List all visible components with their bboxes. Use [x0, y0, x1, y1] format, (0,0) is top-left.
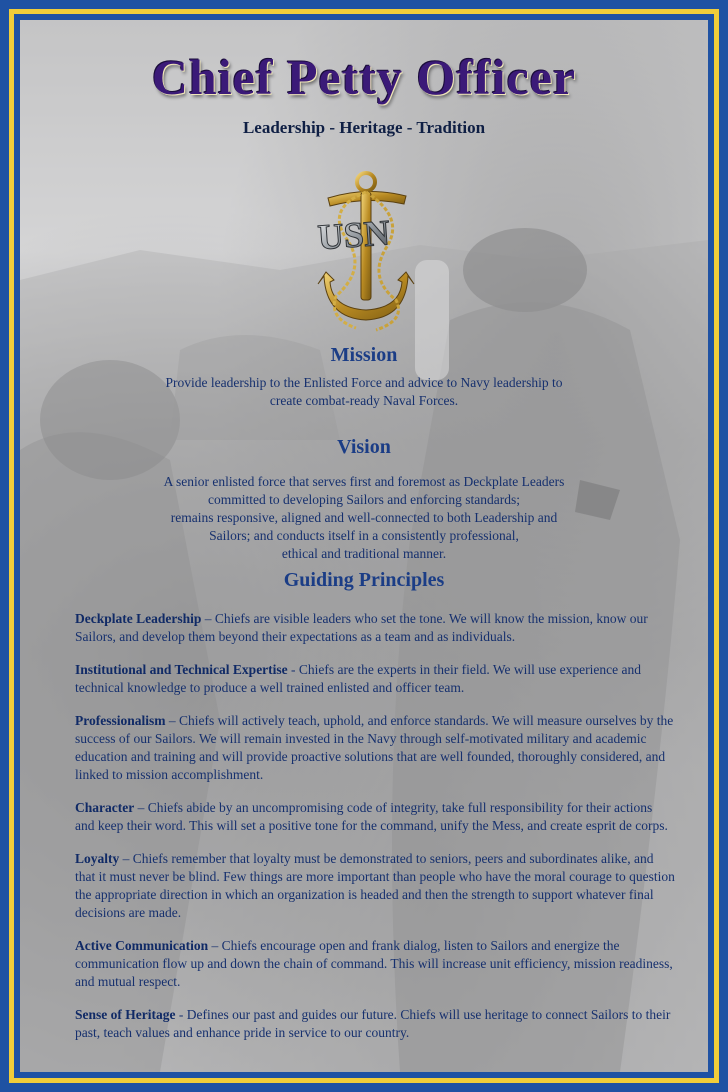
- principle-deckplate-leadership: [75, 610, 675, 646]
- guiding-principles-list: [75, 610, 675, 1057]
- principle-term: Deckplate Leadership: [75, 611, 202, 626]
- principle-text: Defines our past and guides our future. Chiefs will use heritage to connect Sailors to their past, teach values and enhance pride in service to our country.: [75, 1007, 671, 1040]
- vision-text: [20, 473, 708, 563]
- principle-term: Sense of Heritage: [75, 1007, 176, 1022]
- vision-heading: Vision: [337, 436, 391, 458]
- mission-line: create combat-ready Naval Forces.: [269, 393, 459, 408]
- principle-expertise: [75, 661, 675, 697]
- principle-text: Chiefs abide by an uncompromising code of integrity, take full responsibility for their actions and keep their word. This will set a positive tone for the command, unify the Mess, and create esprit de corps.: [75, 800, 668, 833]
- principle-term: Institutional and Technical Expertise: [75, 662, 288, 677]
- vision-line: remains responsive, aligned and well-connected to both Leadership and: [170, 510, 558, 525]
- usn-letters: USN: [316, 212, 392, 258]
- vision-line: ethical and traditional manner.: [281, 546, 447, 561]
- vision-line: Sailors; and conducts itself in a consistently professional,: [209, 528, 519, 543]
- poster-panel: [20, 20, 708, 1072]
- principle-text: Chiefs remember that loyalty must be demonstrated to seniors, peers and subordinates alike, and that it must never be blind. Few things are more important than people who have the moral courage to question the appropriate direction in which an organization is headed and then the strength to support whatever final decisions are made.: [75, 851, 675, 920]
- mission-text: [20, 374, 708, 410]
- principle-separator: –: [208, 938, 222, 953]
- principle-separator: -: [175, 1007, 187, 1022]
- principle-professionalism: [75, 712, 675, 784]
- principle-text: Chiefs will actively teach, uphold, and enforce standards. We will measure ourselves by the success of our Sailors. We will remain invested in the Navy through self-motivated military and academic education and training and will provide proactive solutions that are well founded, thoroughly considered, and linked to mission accomplishment.: [75, 713, 674, 782]
- principle-term: Loyalty: [75, 851, 120, 866]
- principle-text: Chiefs are the experts in their field. We will use experience and technical knowledge to produce a well trained enlisted and officer team.: [75, 662, 641, 695]
- principle-loyalty: [75, 850, 675, 922]
- principle-character: [75, 799, 675, 835]
- principle-sense-of-heritage: [75, 1006, 675, 1042]
- principle-separator: –: [201, 611, 215, 626]
- principle-separator: –: [134, 800, 148, 815]
- principle-separator: –: [119, 851, 133, 866]
- principle-term: Active Communication: [75, 938, 209, 953]
- principle-separator: –: [165, 713, 179, 728]
- principle-term: Professionalism: [75, 713, 166, 728]
- principle-text: Chiefs encourage open and frank dialog, listen to Sailors and energize the communication flow up and down the chain of command. This will increase unit efficiency, mission readiness, and mutual respect.: [75, 938, 673, 989]
- vision-line: committed to developing Sailors and enforcing standards;: [208, 492, 520, 507]
- mission-heading: Mission: [330, 344, 398, 366]
- mission-line: Provide leadership to the Enlisted Force and advice to Navy leadership to: [165, 375, 563, 390]
- poster-title: Chief Petty Officer: [151, 49, 577, 105]
- principle-term: Character: [75, 800, 135, 815]
- principle-text: Chiefs are visible leaders who set the tone. We will know the mission, know our Sailors, and develop them beyond their expectations as a team and as individuals.: [75, 611, 648, 644]
- vision-line: A senior enlisted force that serves first and foremost as Deckplate Leaders: [163, 474, 565, 489]
- poster-subtitle: Leadership - Heritage - Tradition: [242, 118, 486, 137]
- principle-active-communication: [75, 937, 675, 991]
- guiding-principles-heading: Guiding Principles: [283, 569, 445, 591]
- cpo-anchor-icon: [306, 168, 426, 338]
- principle-separator: -: [287, 662, 299, 677]
